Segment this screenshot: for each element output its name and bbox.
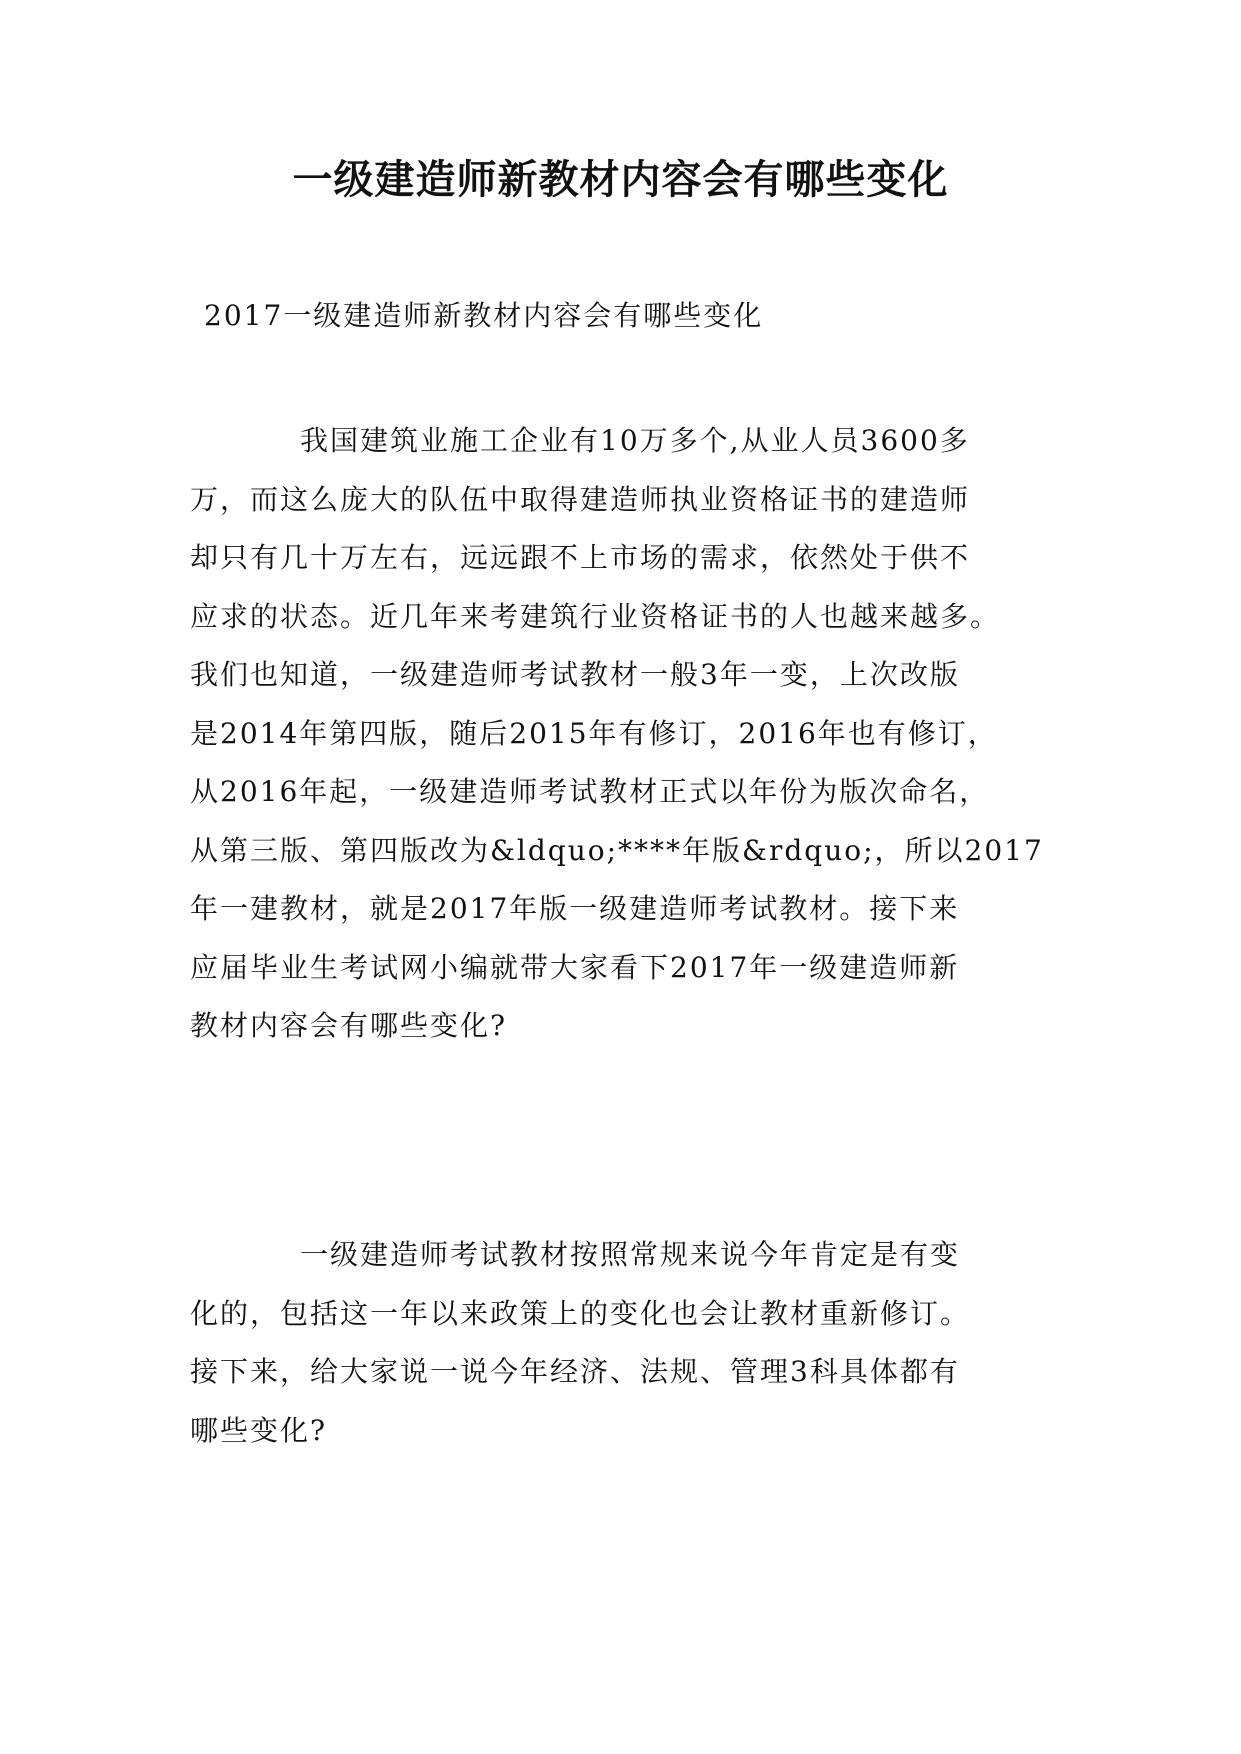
paragraph-line: 从第三版、第四版改为&ldquo;****年版&rdquo;，所以2017 xyxy=(190,833,1044,867)
body-paragraph-1 xyxy=(190,412,1070,1056)
paragraph-line: 是2014年第四版，随后2015年有修订，2016年也有修订， xyxy=(190,716,998,750)
paragraph-line: 应求的状态。近几年来考建筑行业资格证书的人也越来越多。 xyxy=(190,599,1001,633)
document-title: 一级建造师新教材内容会有哪些变化 xyxy=(292,157,949,203)
paragraph-line: 却只有几十万左右，远远跟不上市场的需求，依然处于供不 xyxy=(190,541,971,574)
paragraph-line: 年一建教材，就是2017年版一级建造师考试教材。接下来 xyxy=(190,892,960,925)
paragraph-line: 我们也知道，一级建造师考试教材一般3年一变，上次改版 xyxy=(190,658,960,691)
paragraph-line: 化的，包括这一年以来政策上的变化也会让教材重新修订。 xyxy=(190,1296,971,1330)
paragraph-line: 教材内容会有哪些变化? xyxy=(190,1009,508,1042)
paragraph-line: 应届毕业生考试网小编就带大家看下2017年一级建造师新 xyxy=(190,950,960,984)
paragraph-line: 从2016年起，一级建造师考试教材正式以年份为版次命名， xyxy=(190,775,990,808)
paragraph-line: 哪些变化? xyxy=(190,1413,328,1447)
paragraph-line: 万，而这么庞大的队伍中取得建造师执业资格证书的建造师 xyxy=(190,482,971,516)
paragraph-line: 我国建筑业施工企业有10万多个,从业人员3600多 xyxy=(300,424,970,457)
body-paragraph-2 xyxy=(190,1226,1070,1460)
document-subtitle: 2017一级建造师新教材内容会有哪些变化 xyxy=(204,299,764,332)
paragraph-line: 一级建造师考试教材按照常规来说今年肯定是有变 xyxy=(300,1238,961,1271)
paragraph-line: 接下来，给大家说一说今年经济、法规、管理3科具体都有 xyxy=(190,1355,960,1388)
